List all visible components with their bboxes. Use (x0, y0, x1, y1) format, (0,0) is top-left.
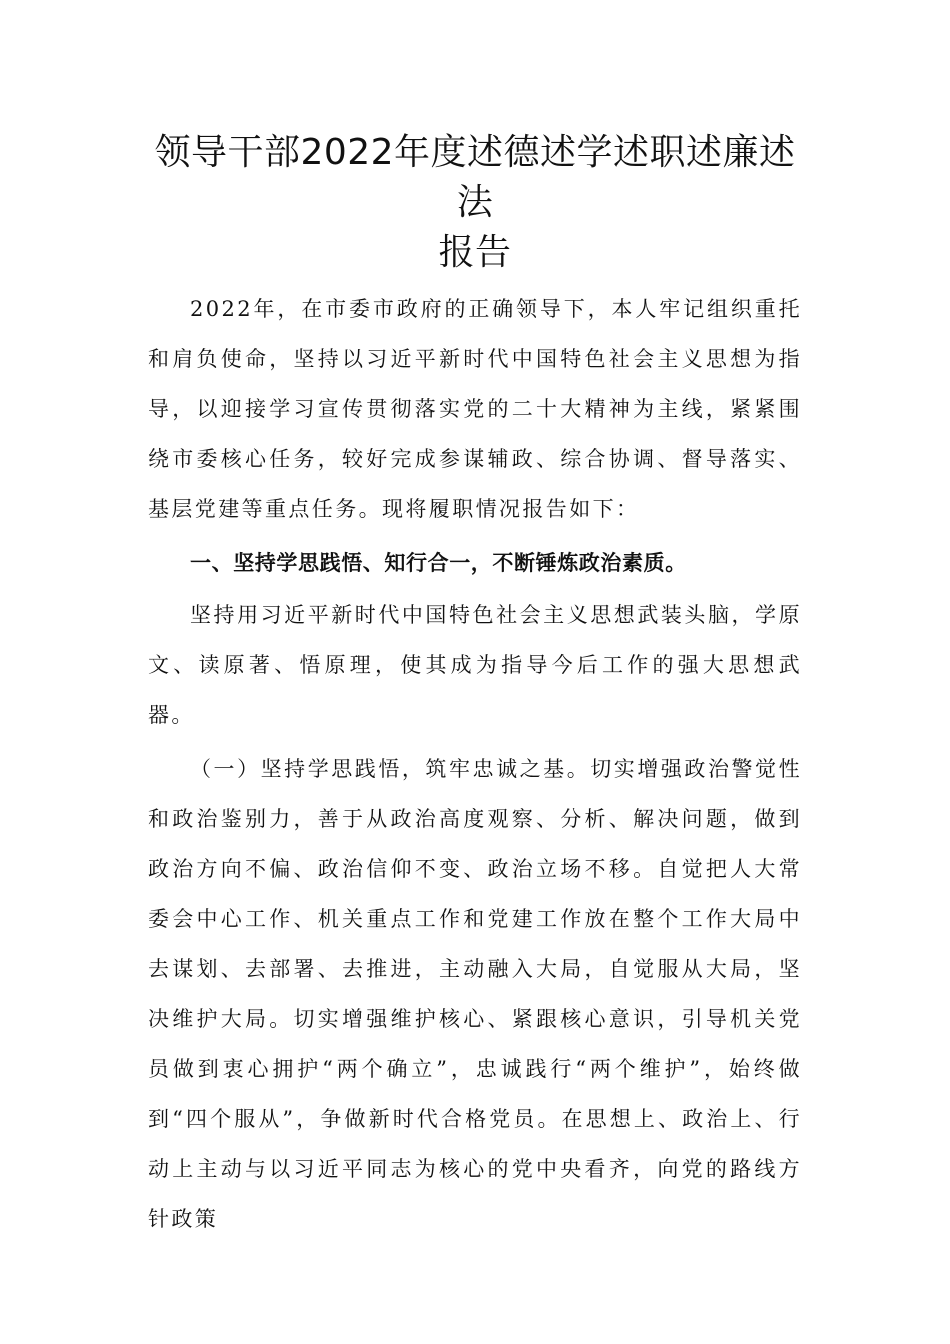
title-line-1: 领导干部2022年度述德述学述职述廉述法 (154, 132, 796, 223)
section-heading-1: 一、坚持学思践悟、知行合一，不断锤炼政治素质。 (190, 551, 687, 575)
section-1-paragraph: 坚持用习近平新时代中国特色社会主义思想武装头脑，学原文、读原著、悟原理，使其成为指导今后工作的强大思想武器。 (148, 603, 802, 727)
title-line-2: 报告 (438, 232, 512, 273)
subsection-1-paragraph: （一）坚持学思践悟，筑牢忠诚之基。切实增强政治警觉性和政治鉴别力，善于从政治高度观察、分析、解决问题，做到政治方向不偏、政治信仰不变、政治立场不移。自觉把人大常委会中心工作、机关重点工作和党建工作放在整个工作大局中去谋划、去部署、去推进，主动融入大局，自觉服从大局，坚决维护大局。切实增强维护核心、紧跟核心意识，引导机关党员做到衷心拥护“两个确立”，忠诚践行“两个维护”，始终做到“四个服从”，争做新时代合格党员。在思想上、政治上、行动上主动与以习近平同志为核心的党中央看齐，向党的路线方针政策 (148, 757, 802, 1231)
document-title (148, 128, 802, 278)
document-body (148, 284, 802, 1244)
intro-paragraph: 2022年，在市委市政府的正确领导下，本人牢记组织重托和肩负使命，坚持以习近平新时代中国特色社会主义思想为指导，以迎接学习宣传贯彻落实党的二十大精神为主线，紧紧围绕市委核心任务，较好完成参谋辅政、综合协调、督导落实、基层党建等重点任务。现将履职情况报告如下： (148, 297, 802, 521)
